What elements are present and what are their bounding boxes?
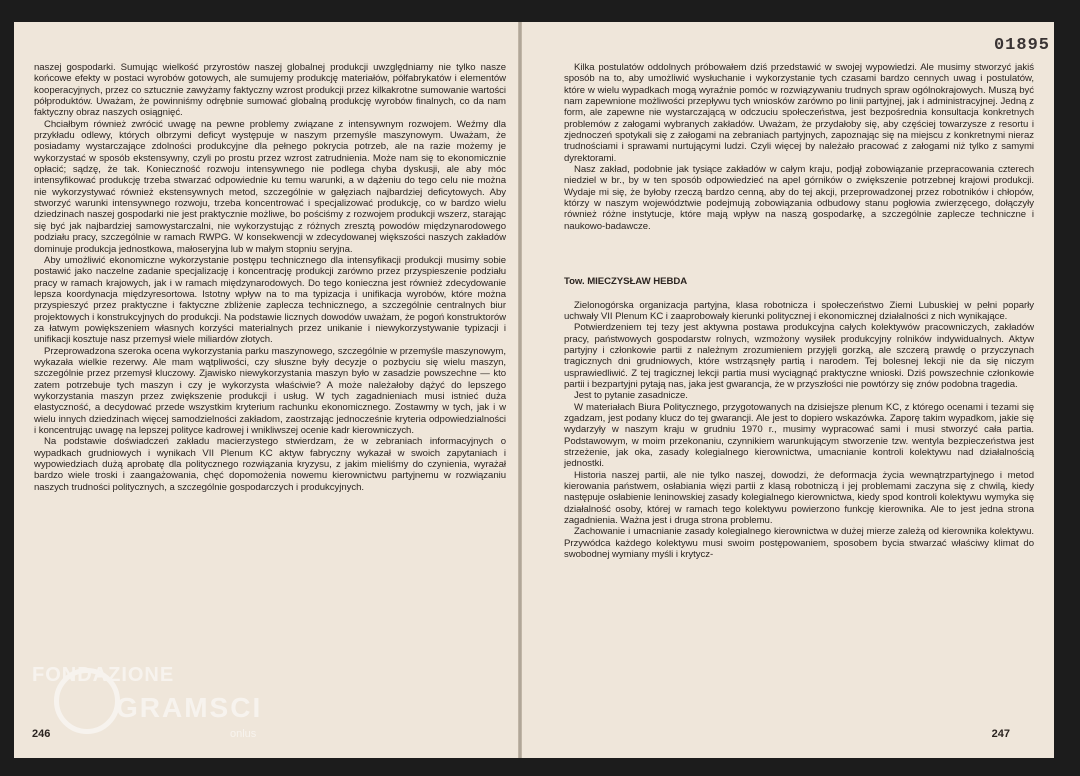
paragraph: W materiałach Biura Politycznego, przygotowanych na dzisiejsze plenum KC, z którego ocenami i tezami się zgadzam, jest podany klucz do tej gwarancji. Ale jest to dopiero wskazówka. Zaporę takim wypadkom, jakie się wydarzyły w naszym kraju w grudniu 1970 r., musimy wypracować sami i musi stworzyć cała partia. Podstawowym, w moim przekonaniu, czynnikiem warunkującym stworzenie tzw. wentyla bezpieczeństwa jest strzeżenie, jak oka, zasady kolegialnego kierownictwa, umacnianie kontroli kolektywu nad działalnością jednostki. [564, 401, 1034, 470]
watermark-text-1: FONDAZIONE [32, 664, 175, 686]
paragraph: Zielonogórska organizacja partyjna, klasa robotnicza i społeczeństwo Ziemi Lubuskiej w pełni poparły uchwały VII Plenum KC i zaaprobowały kierunki politycznej i ekonomicznej działalności z nich wynikające. [564, 299, 1034, 322]
page-number-right: 247 [991, 728, 1010, 740]
speaker-heading: Tow. MIECZYSŁAW HEBDA [564, 276, 688, 288]
paragraph: Zachowanie i umacnianie zasady kolegialnego kierownictwa w dużej mierze zależą od kierownika kolektywu. Przywódca każdego kolektywu musi swoim postępowaniem, sposobem bycia stwarzać właściwy klimat do swobodnej wymiany myśli i krytycz- [564, 526, 1034, 561]
paragraph: Przeprowadzona szeroka ocena wykorzystania parku maszynowego, szczególnie w przemyśle maszynowym, wykazała wielkie rezerwy. Ale mam wątpliwości, czy słuszne były decyzje o pozbyciu się wielu maszyn, szczególnie przez przemysł kluczowy. Zjawisko niewykorzystania maszyn było w zasadzie powszechne — kto zatem potrzebuje tych maszyn i czy je wykorzysta właściwie? A może należałoby dążyć do lepszego wykorzystania maszyn przez zwiększenie produkcji i usług. W tych zagadnieniach musi istnieć duża elastyczność, a decydować przede wszystkim kryterium rachunku ekonomicznego. Zostawmy w tych, jak i w wielu innych dziedzinach więcej samodzielności zakładom, zaostrzając jednocześnie kryteria odpowiedzialności i koncentrując uwagę na lepszej polityce kadrowej i wnikliwszej ocenie kadr kierowniczych. [34, 345, 506, 436]
paragraph: naszej gospodarki. Sumując wielkość przyrostów naszej globalnej produkcji uwzględniamy nie tylko nasze końcowe efekty w postaci wyrobów gotowych, ale sumujemy produkcję materiałów, półfabrykatów i elementów kooperacyjnych, przez co sztucznie zawyżamy faktyczny wzrost produkcji przez kilkakrotne sumowanie wartości półproduktów. Uważam, że powinniśmy odrębnie sumować globalną produkcję wyrobów finalnych, co da nam faktyczny obraz naszych osiągnięć. [34, 62, 506, 119]
watermark-text-2: GRAMSCI [116, 692, 263, 723]
paragraph: Jest to pytanie zasadnicze. [574, 390, 688, 402]
paragraph: Historia naszej partii, ale nie tylko naszej, dowodzi, że deformacja życia wewnątrzpartyjnego i metod kierowania państwem, osłabiania więzi partii z klasą robotniczą i jej problemami zaczyna się z chwilą, kiedy następuje osłabienie leninowskiej zasady kolegialnego kierownictwa, kiedy spod kontroli kolektywu wymyka się działalność osoby, której w ramach tego kolektywu powierzono funkcję kierownika. Ale to jest jedna strona zagadnienia. Ważna jest i druga strona problemu. [564, 469, 1034, 527]
paragraph: Aby umożliwić ekonomiczne wykorzystanie postępu technicznego dla intensyfikacji produkcji musimy sobie postawić jako naczelne zadanie specjalizację i koncentrację produkcji zarówno przez przyspieszenie podziału pracy w ramach krajowych, jak i w ramach międzynarodowych. Do tego konieczna jest również zdecydowanie lepsza koordynacja międzyresortowa. Istotny wpływ na to ma typizacja i unifikacja wyrobów, które można przyspieszyć przez praktyczne i faktyczne zbliżenie zaplecza technicznego, a szczególnie centralnych biur projektowych i konstrukcyjnych do produkcji. Na podstawie licznych dowodów uważam, że pogoń konstruktorów za łatwym powiększeniem własnych korzyści materialnych przez unikanie i niewykorzystywanie typizacji i unifikacji kosztuje nasz przemysł wiele miliardów złotych. [34, 254, 506, 346]
archive-document-number: 01895 [993, 36, 1050, 55]
right-page [522, 22, 1054, 758]
page-number-left: 246 [32, 728, 51, 740]
paragraph: Kilka postulatów oddolnych próbowałem dziś przedstawić w swojej wypowiedzi. Ale musimy stworzyć jakiś sposób na to, aby umożliwić wysłuchanie i wykorzystanie tych czasami bardzo cennych uwag i postulatów, które w wielu wypadkach mogą wyraźnie pomóc w rozwiązywaniu trudnych spraw ogólnokrajowych. Muszą być nam zapewnione możliwości przepływu tych wniosków zarówno po linii partyjnej, jak i administracyjnej. Jedną z form, ale zapewne nie wystarczającą w odczuciu społeczeństwa, jest bezpośrednia konsultacja konkretnych problemów z załogami wybranych zakładów. Uważam, że przydałoby się, aby częściej towarzysze z resortu i zjednoczeń spotykali się z załogami na zebraniach partyjnych, zapoznając się na miejscu z konkretnymi nieraz trudnościami i sprawami nurtującymi ludzi. Czyli więcej by należało pracować z załogami niż tylko z samymi dyrektorami. [564, 62, 1034, 164]
paragraph: Potwierdzeniem tej tezy jest aktywna postawa produkcyjna całych kolektywów pracowniczych, zakładów pracy, państwowych gospodarstw rolnych, wzmożony wysiłek produkcyjny rolników indywidualnych. Aktyw partyjny i członkowie partii z należnym zrozumieniem przyjęli gorzką, ale szczerą prawdę o przyczynach tragicznych dni grudniowych, które wstrząsnęły partią i narodem. Tej bolesnej lekcji nie da się niczym usprawiedliwić. Z tej tragicznej lekcji partia musi wyciągnąć praktyczne wnioski. Dziś powszechnie członkowie partii i bezpartyjni pytają nas, jaka jest gwarancja, że w przyszłości nie powtórzy się znów podobna tragedia. [564, 322, 1034, 390]
left-page-text [34, 62, 506, 493]
left-page [14, 22, 520, 758]
watermark-text-3: onlus [230, 728, 257, 740]
right-page-text [564, 62, 1034, 560]
paragraph: Chciałbym również zwrócić uwagę na pewne problemy związane z intensywnym rozwojem. Weźmy dla przykładu odlewy, których olbrzymi deficyt występuje w naszym przemyśle maszynowym. Uważam, że posiadamy wystarczające zdolności produkcyjne dla pełnego pokrycia potrzeb, ale na razie możemy je wykorzystać w sposób ekstensywny, czyli po prostu przez wzrost zatrudnienia. Może nam się to ekonomicznie opłacić; sądzę, że tak. Konieczność rozwoju intensywnego nie podlega chyba dyskusji, ale aby móc intensyfikować produkcję trzeba stwarzać odpowiednie ku temu warunki, a w dążeniu do tego celu nie można nie wykorzystywać również ekstensywnych metod, szczególnie w gałęziach najbardziej deficytowych. Aby stworzyć warunki intensywnego rozwoju, trzeba koncentrować i specjalizować produkcję, co w bardzo wielu dziedzinach naszej gospodarki nie jest praktycznie możliwe, bo pościśmy z rozwojem produkcji wszerz, starając się być jak najbardziej samowystarczalni, nie wykorzystując z różnych zresztą powodów międzynarodowego podziału pracy, szczególnie w ramach RWPG. W konsekwencji w zdecydowanej większości naszych zakładów dominuje produkcja jednostkowa, małoseryjna lub w małym stopniu seryjna. [34, 118, 506, 255]
paragraph: Nasz zakład, podobnie jak tysiące zakładów w całym kraju, podjął zobowiązanie przepracowania czterech niedziel w br., by w ten sposób odpowiedzieć na apel górników o zwiększenie potrzebnej krajowi produkcji. Wydaje mi się, że byłoby rzeczą bardzo cenną, aby do tej akcji, przeprowadzonej przez robotników i chłopów, którzy w naszym województwie podejmują zobowiązania odbudowy stanu pogłowia zwierzęcego, dołączyły również różne instytucje, które mają wpływ na naszą gospodarkę, a szczególnie zaplecze techniczne i naukowo-badawcze. [564, 164, 1034, 232]
book-spread [14, 22, 1054, 758]
paragraph: Na podstawie doświadczeń zakładu macierzystego stwierdzam, że w zebraniach informacyjnych o wypadkach grudniowych i wynikach VII Plenum KC aktyw fabryczny wykazał w swoich zapytaniach i wypowiedziach dużą aprobatę dla politycznego rozwiązania kryzysu, z jakim mieliśmy do czynienia, wyrażał bardzo wiele troski i zaangażowania, chęć dopomożenia nowemu kierownictwu partyjnemu w rozwiązaniu naszych trudności politycznych, a szczególnie gospodarczych i produkcyjnych. [34, 436, 506, 493]
watermark-logo [30, 658, 290, 748]
